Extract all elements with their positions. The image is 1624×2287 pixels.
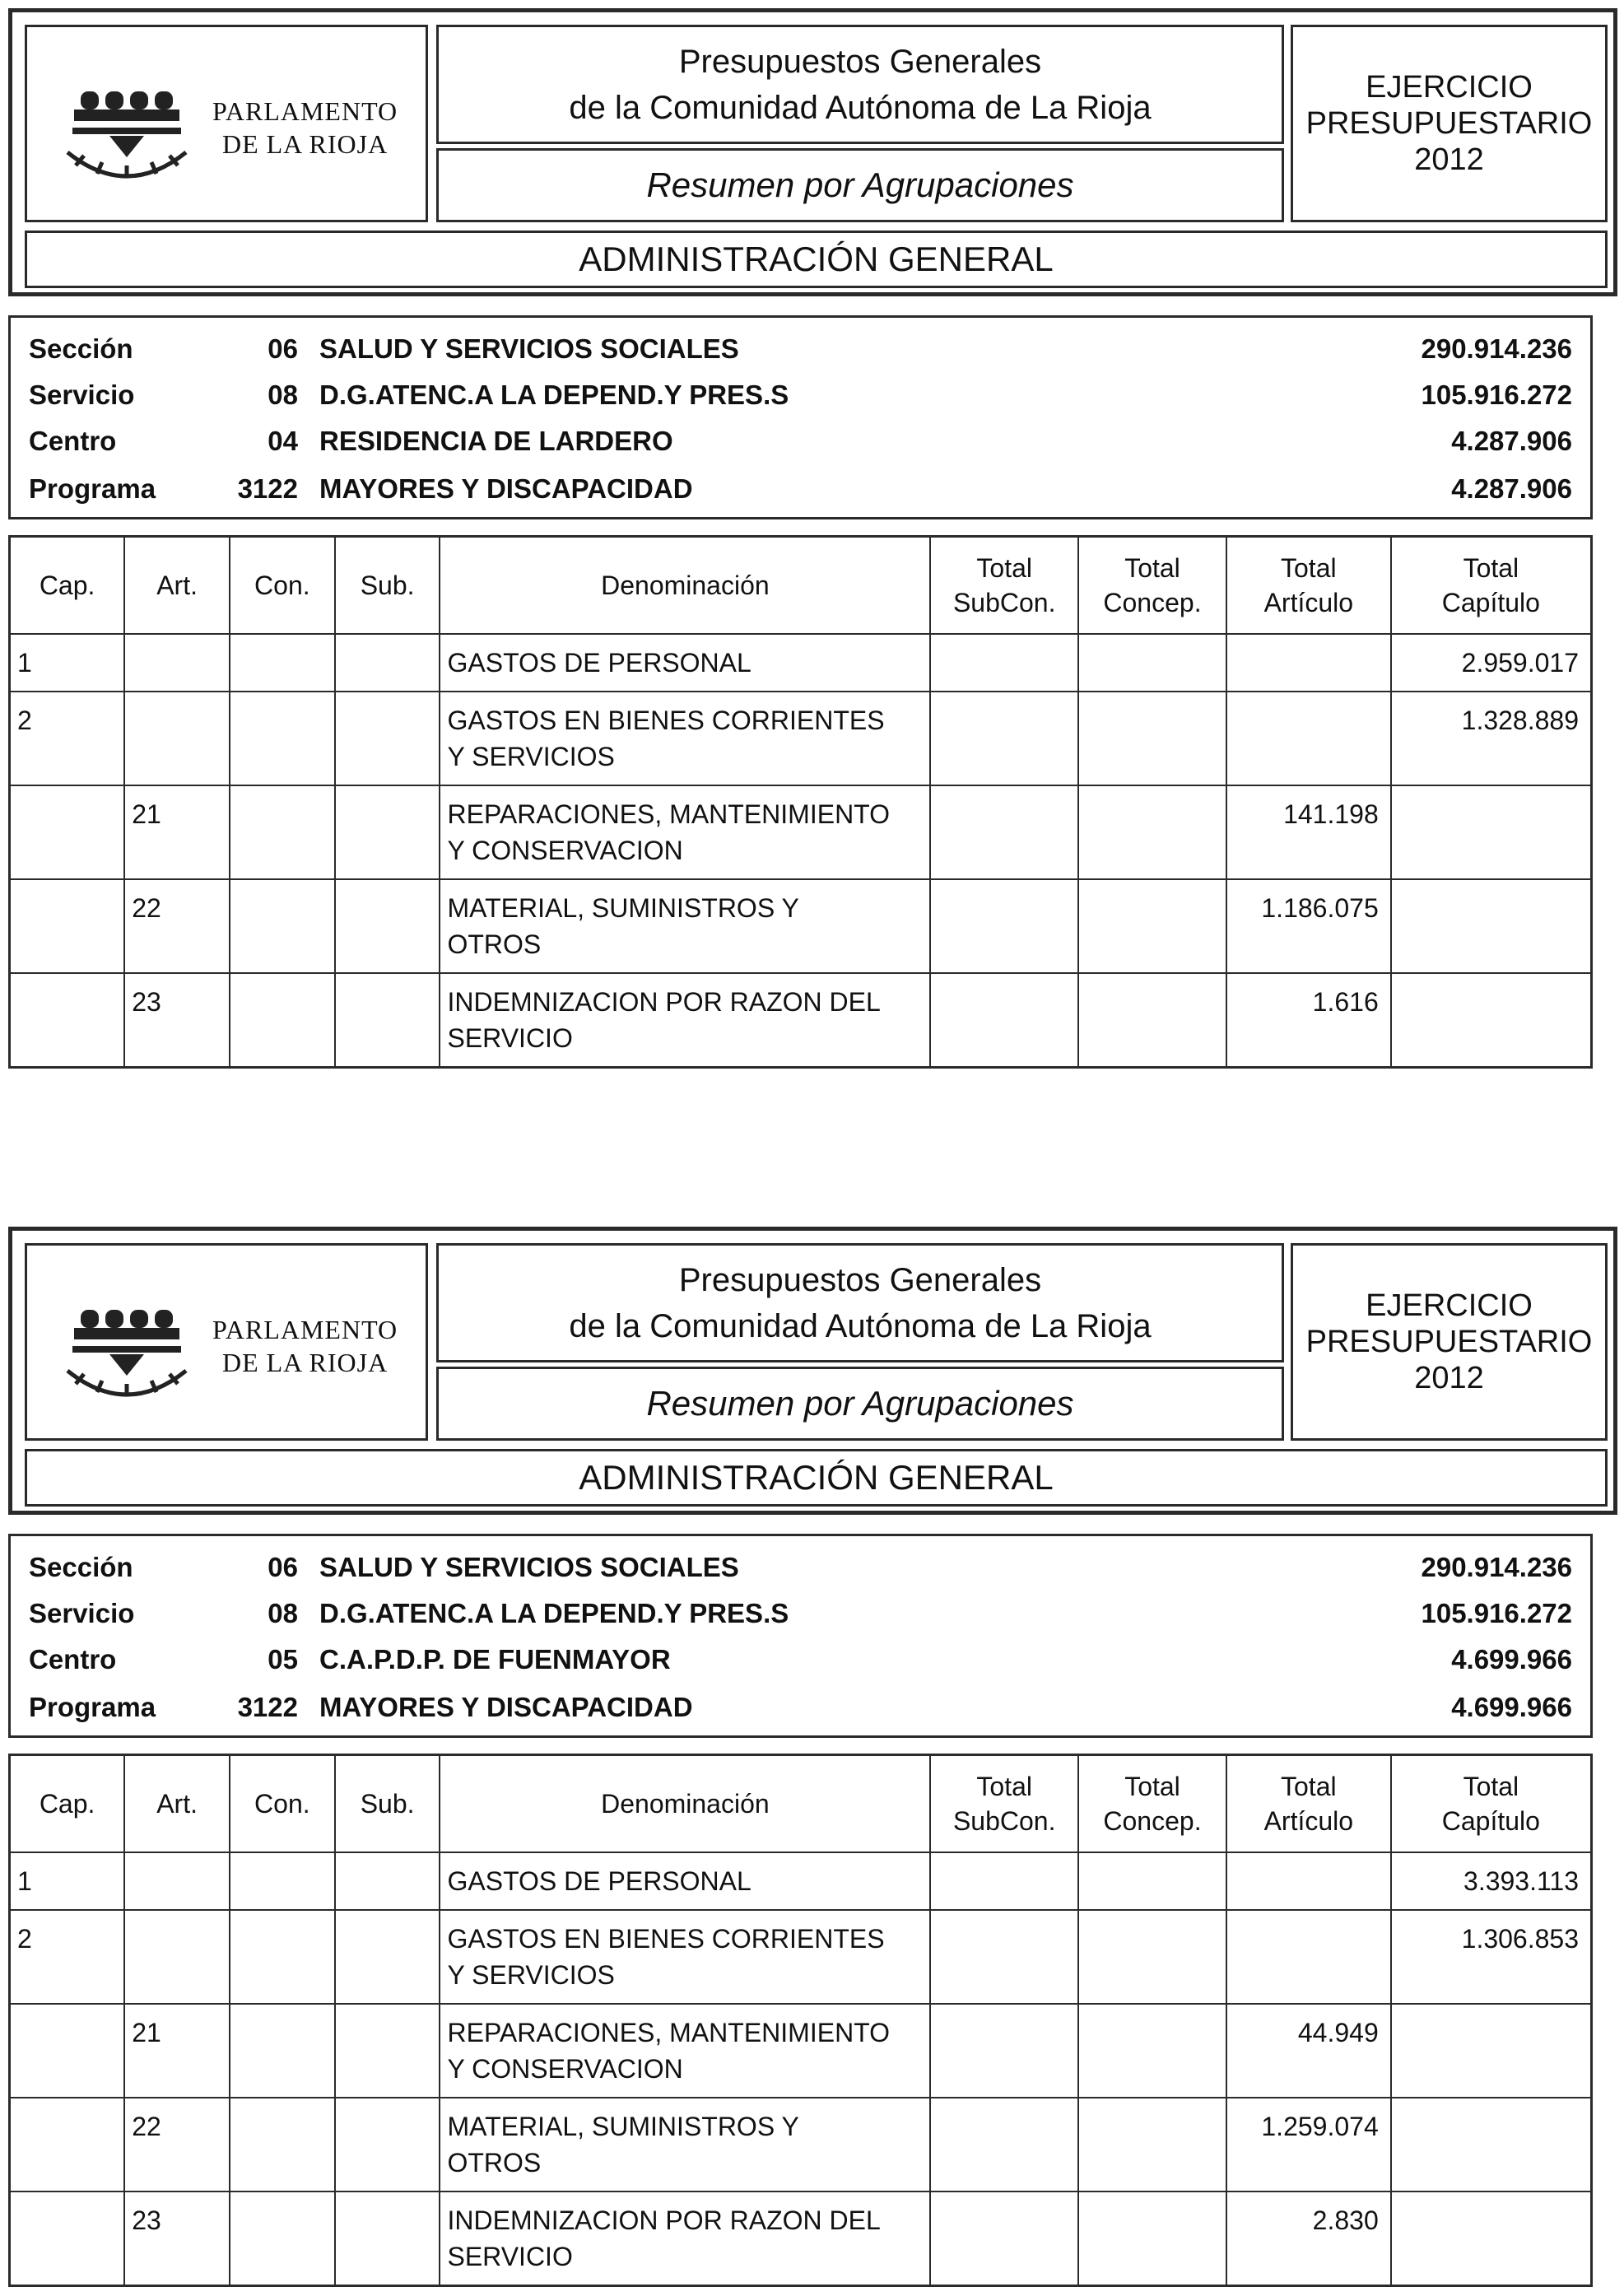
fiscal-year: 2012	[1414, 1361, 1484, 1395]
summary-label: Servicio	[29, 380, 135, 410]
cell-con	[230, 692, 335, 785]
cell-con	[230, 2192, 335, 2286]
cell-denominacion	[440, 2192, 930, 2286]
col-total-concep-l1: Total	[1124, 1771, 1180, 1801]
denominacion-line2: Y SERVICIOS	[447, 741, 615, 771]
denominacion-line1: GASTOS EN BIENES CORRIENTES	[447, 705, 885, 735]
parliament-logo-icon	[64, 77, 204, 184]
denominacion-line1: GASTOS EN BIENES CORRIENTES	[447, 1923, 885, 1954]
summary-code: 04	[268, 426, 298, 456]
cell-cap: 2	[10, 692, 125, 785]
cell-con	[230, 785, 335, 879]
col-denominacion: Denominación	[440, 537, 930, 634]
col-art: Art.	[124, 1755, 230, 1852]
col-total-subcon-l1: Total	[976, 1771, 1032, 1801]
col-total-capitulo-l2: Capítulo	[1441, 587, 1540, 617]
cell-total-capitulo: 1.306.853	[1391, 1910, 1592, 2004]
cell-art: 21	[124, 785, 230, 879]
cell-total-concep	[1078, 973, 1226, 1068]
col-total-articulo-l2: Artículo	[1263, 1805, 1354, 1836]
cell-total-capitulo	[1391, 973, 1592, 1068]
cell-total-articulo	[1226, 1852, 1391, 1910]
denominacion-line2: OTROS	[447, 2147, 542, 2178]
org-name-line1: PARLAMENTO	[212, 1315, 398, 1344]
admin-section-title: ADMINISTRACIÓN GENERAL	[25, 231, 1608, 288]
cell-total-capitulo	[1391, 2098, 1592, 2192]
col-total-capitulo	[1391, 537, 1592, 634]
denominacion-line2: Y SERVICIOS	[447, 1959, 615, 1990]
budget-header	[8, 8, 1617, 296]
budget-detail-table	[8, 535, 1593, 1069]
cell-denominacion	[440, 692, 930, 785]
summary-description: D.G.ATENC.A LA DEPEND.Y PRES.S	[319, 1598, 789, 1628]
cell-total-articulo: 1.616	[1226, 973, 1391, 1068]
denominacion-line2: SERVICIO	[447, 2241, 573, 2271]
denominacion-line2: OTROS	[447, 929, 542, 959]
denominacion-line1: INDEMNIZACION POR RAZON DEL	[447, 2205, 881, 2235]
cell-denominacion	[440, 973, 930, 1068]
cell-total-articulo	[1226, 692, 1391, 785]
summary-label: Sección	[29, 1552, 133, 1582]
denominacion-line2: SERVICIO	[447, 1022, 573, 1053]
cell-total-subcon	[930, 2192, 1078, 2286]
cell-con	[230, 2098, 335, 2192]
cell-denominacion	[440, 879, 930, 973]
denominacion-line1: GASTOS DE PERSONAL	[447, 1865, 752, 1896]
cell-cap	[10, 2004, 125, 2098]
cell-sub	[335, 785, 440, 879]
table-header-row	[10, 1755, 1592, 1852]
cell-denominacion	[440, 1910, 930, 2004]
col-total-articulo-l2: Artículo	[1263, 587, 1354, 617]
denominacion-line2: Y CONSERVACION	[447, 2053, 683, 2084]
col-total-articulo	[1226, 1755, 1391, 1852]
cell-sub	[335, 692, 440, 785]
col-total-capitulo-l1: Total	[1463, 1771, 1519, 1801]
summary-label: Centro	[29, 1644, 117, 1674]
summary-code: 08	[268, 380, 298, 410]
summary-amount: 105.916.272	[1421, 380, 1572, 410]
col-art: Art.	[124, 537, 230, 634]
cell-denominacion	[440, 785, 930, 879]
summary-code: 06	[268, 333, 298, 364]
logo-box	[25, 25, 428, 222]
summary-description: C.A.P.D.P. DE FUENMAYOR	[319, 1644, 671, 1674]
cell-total-capitulo	[1391, 2192, 1592, 2286]
cell-con	[230, 1852, 335, 1910]
cell-con	[230, 1910, 335, 2004]
cell-total-subcon	[930, 879, 1078, 973]
cell-total-capitulo: 1.328.889	[1391, 692, 1592, 785]
summary-amount: 4.699.966	[1451, 1692, 1572, 1722]
cell-sub	[335, 634, 440, 692]
budget-detail-table	[8, 1754, 1593, 2287]
summary-amount: 105.916.272	[1421, 1598, 1572, 1628]
col-total-articulo	[1226, 537, 1391, 634]
budget-header	[8, 1227, 1617, 1515]
cell-total-concep	[1078, 692, 1226, 785]
cell-cap	[10, 2098, 125, 2192]
cell-cap	[10, 2192, 125, 2286]
title-line1: Presupuestos Generales	[678, 1261, 1042, 1298]
org-name-line2: DE LA RIOJA	[221, 1348, 389, 1377]
ejercicio-label: EJERCICIO	[1366, 1288, 1533, 1323]
fiscal-year: 2012	[1414, 142, 1484, 177]
col-total-articulo-l1: Total	[1281, 552, 1337, 583]
cell-art	[124, 1910, 230, 2004]
cell-sub	[335, 2192, 440, 2286]
cell-art	[124, 692, 230, 785]
col-total-concep	[1078, 537, 1226, 634]
table-row	[10, 1852, 1592, 1910]
title-line2: de la Comunidad Autónoma de La Rioja	[569, 89, 1152, 126]
col-total-articulo-l1: Total	[1281, 1771, 1337, 1801]
denominacion-line2: Y CONSERVACION	[447, 835, 683, 865]
summary-amount: 4.699.966	[1451, 1644, 1572, 1674]
col-total-capitulo-l2: Capítulo	[1441, 1805, 1540, 1836]
col-denominacion: Denominación	[440, 1755, 930, 1852]
denominacion-line1: MATERIAL, SUMINISTROS Y	[447, 892, 799, 923]
cell-total-articulo	[1226, 634, 1391, 692]
col-cap: Cap.	[10, 537, 125, 634]
org-name	[212, 95, 398, 161]
summary-description: RESIDENCIA DE LARDERO	[319, 426, 673, 456]
logo-box	[25, 1243, 428, 1441]
col-con: Con.	[230, 537, 335, 634]
cell-total-concep	[1078, 1910, 1226, 2004]
cell-total-subcon	[930, 2004, 1078, 2098]
cell-cap: 2	[10, 1910, 125, 2004]
table-header-row	[10, 537, 1592, 634]
summary-label: Programa	[29, 473, 156, 504]
table-row	[10, 785, 1592, 879]
cell-cap	[10, 879, 125, 973]
ejercicio-label: EJERCICIO	[1366, 70, 1533, 105]
table-row	[10, 634, 1592, 692]
summary-row	[11, 326, 1590, 372]
summary-box	[8, 1534, 1593, 1738]
summary-code: 3122	[237, 473, 298, 504]
cell-art: 23	[124, 2192, 230, 2286]
cell-con	[230, 634, 335, 692]
col-total-capitulo-l1: Total	[1463, 552, 1519, 583]
table-row	[10, 973, 1592, 1068]
col-total-concep-l1: Total	[1124, 552, 1180, 583]
cell-total-subcon	[930, 2098, 1078, 2192]
cell-total-articulo: 44.949	[1226, 2004, 1391, 2098]
cell-art: 23	[124, 973, 230, 1068]
denominacion-line1: INDEMNIZACION POR RAZON DEL	[447, 986, 881, 1017]
denominacion-line1: GASTOS DE PERSONAL	[447, 647, 752, 678]
cell-total-articulo	[1226, 1910, 1391, 2004]
summary-row	[11, 1637, 1590, 1683]
table-row	[10, 692, 1592, 785]
cell-art	[124, 634, 230, 692]
cell-total-subcon	[930, 1910, 1078, 2004]
col-total-subcon-l2: SubCon.	[952, 587, 1056, 617]
summary-row	[11, 372, 1590, 418]
denominacion-line1: REPARACIONES, MANTENIMIENTO	[447, 799, 891, 829]
cell-total-articulo: 1.259.074	[1226, 2098, 1391, 2192]
document-title	[436, 1243, 1284, 1362]
summary-code: 06	[268, 1552, 298, 1582]
denominacion-line1: REPARACIONES, MANTENIMIENTO	[447, 2017, 891, 2047]
table-row	[10, 879, 1592, 973]
cell-cap	[10, 973, 125, 1068]
cell-total-capitulo: 3.393.113	[1391, 1852, 1592, 1910]
cell-con	[230, 2004, 335, 2098]
admin-section-title: ADMINISTRACIÓN GENERAL	[25, 1449, 1608, 1507]
org-name-line1: PARLAMENTO	[212, 96, 398, 126]
cell-sub	[335, 879, 440, 973]
col-total-concep-l2: Concep.	[1103, 587, 1202, 617]
cell-total-capitulo: 2.959.017	[1391, 634, 1592, 692]
presupuestario-label: PRESUPUESTARIO	[1305, 1325, 1593, 1359]
cell-total-concep	[1078, 2192, 1226, 2286]
summary-description: SALUD Y SERVICIOS SOCIALES	[319, 1552, 739, 1582]
cell-sub	[335, 1852, 440, 1910]
summary-amount: 4.287.906	[1451, 473, 1572, 504]
cell-art: 21	[124, 2004, 230, 2098]
cell-total-concep	[1078, 634, 1226, 692]
cell-denominacion	[440, 1852, 930, 1910]
summary-label: Programa	[29, 1692, 156, 1722]
cell-total-subcon	[930, 785, 1078, 879]
summary-box	[8, 315, 1593, 519]
org-name	[212, 1313, 398, 1379]
cell-total-capitulo	[1391, 879, 1592, 973]
summary-row	[11, 1544, 1590, 1591]
summary-code: 08	[268, 1598, 298, 1628]
title-line2: de la Comunidad Autónoma de La Rioja	[569, 1307, 1152, 1344]
cell-total-subcon	[930, 634, 1078, 692]
col-cap: Cap.	[10, 1755, 125, 1852]
presupuestario-label: PRESUPUESTARIO	[1305, 106, 1593, 141]
col-total-subcon	[930, 537, 1078, 634]
cell-sub	[335, 2004, 440, 2098]
document-subtitle: Resumen por Agrupaciones	[436, 148, 1284, 222]
cell-sub	[335, 2098, 440, 2192]
cell-art: 22	[124, 2098, 230, 2192]
cell-total-subcon	[930, 1852, 1078, 1910]
col-total-subcon-l1: Total	[976, 552, 1032, 583]
summary-description: D.G.ATENC.A LA DEPEND.Y PRES.S	[319, 380, 789, 410]
org-name-line2: DE LA RIOJA	[221, 129, 389, 159]
cell-con	[230, 879, 335, 973]
cell-total-concep	[1078, 2098, 1226, 2192]
col-total-subcon-l2: SubCon.	[952, 1805, 1056, 1836]
col-total-concep-l2: Concep.	[1103, 1805, 1202, 1836]
cell-total-concep	[1078, 785, 1226, 879]
cell-total-capitulo	[1391, 2004, 1592, 2098]
summary-label: Sección	[29, 333, 133, 364]
cell-con	[230, 973, 335, 1068]
col-sub: Sub.	[335, 537, 440, 634]
cell-cap	[10, 785, 125, 879]
summary-amount: 4.287.906	[1451, 426, 1572, 456]
table-row	[10, 1910, 1592, 2004]
cell-total-concep	[1078, 2004, 1226, 2098]
cell-denominacion	[440, 634, 930, 692]
cell-total-concep	[1078, 879, 1226, 973]
col-con: Con.	[230, 1755, 335, 1852]
col-sub: Sub.	[335, 1755, 440, 1852]
cell-denominacion	[440, 2098, 930, 2192]
cell-total-capitulo	[1391, 785, 1592, 879]
summary-row	[11, 466, 1590, 512]
fiscal-year-box	[1291, 1243, 1608, 1441]
cell-cap: 1	[10, 1852, 125, 1910]
summary-code: 05	[268, 1644, 298, 1674]
parliament-logo-icon	[64, 1295, 204, 1402]
summary-description: SALUD Y SERVICIOS SOCIALES	[319, 333, 739, 364]
cell-total-concep	[1078, 1852, 1226, 1910]
cell-total-articulo: 1.186.075	[1226, 879, 1391, 973]
table-row	[10, 2098, 1592, 2192]
denominacion-line1: MATERIAL, SUMINISTROS Y	[447, 2111, 799, 2141]
summary-row	[11, 418, 1590, 464]
cell-art: 22	[124, 879, 230, 973]
cell-sub	[335, 973, 440, 1068]
col-total-subcon	[930, 1755, 1078, 1852]
summary-amount: 290.914.236	[1421, 1552, 1572, 1582]
cell-total-articulo: 141.198	[1226, 785, 1391, 879]
cell-total-subcon	[930, 973, 1078, 1068]
document-title	[436, 25, 1284, 144]
summary-description: MAYORES Y DISCAPACIDAD	[319, 1692, 693, 1722]
col-total-concep	[1078, 1755, 1226, 1852]
cell-total-subcon	[930, 692, 1078, 785]
summary-label: Centro	[29, 426, 117, 456]
cell-total-articulo: 2.830	[1226, 2192, 1391, 2286]
table-row	[10, 2004, 1592, 2098]
summary-description: MAYORES Y DISCAPACIDAD	[319, 473, 693, 504]
document-subtitle: Resumen por Agrupaciones	[436, 1367, 1284, 1441]
table-row	[10, 2192, 1592, 2286]
cell-sub	[335, 1910, 440, 2004]
summary-code: 3122	[237, 1692, 298, 1722]
cell-cap: 1	[10, 634, 125, 692]
cell-denominacion	[440, 2004, 930, 2098]
title-line1: Presupuestos Generales	[678, 43, 1042, 80]
summary-label: Servicio	[29, 1598, 135, 1628]
summary-amount: 290.914.236	[1421, 333, 1572, 364]
summary-row	[11, 1591, 1590, 1637]
cell-art	[124, 1852, 230, 1910]
fiscal-year-box	[1291, 25, 1608, 222]
summary-row	[11, 1684, 1590, 1730]
col-total-capitulo	[1391, 1755, 1592, 1852]
